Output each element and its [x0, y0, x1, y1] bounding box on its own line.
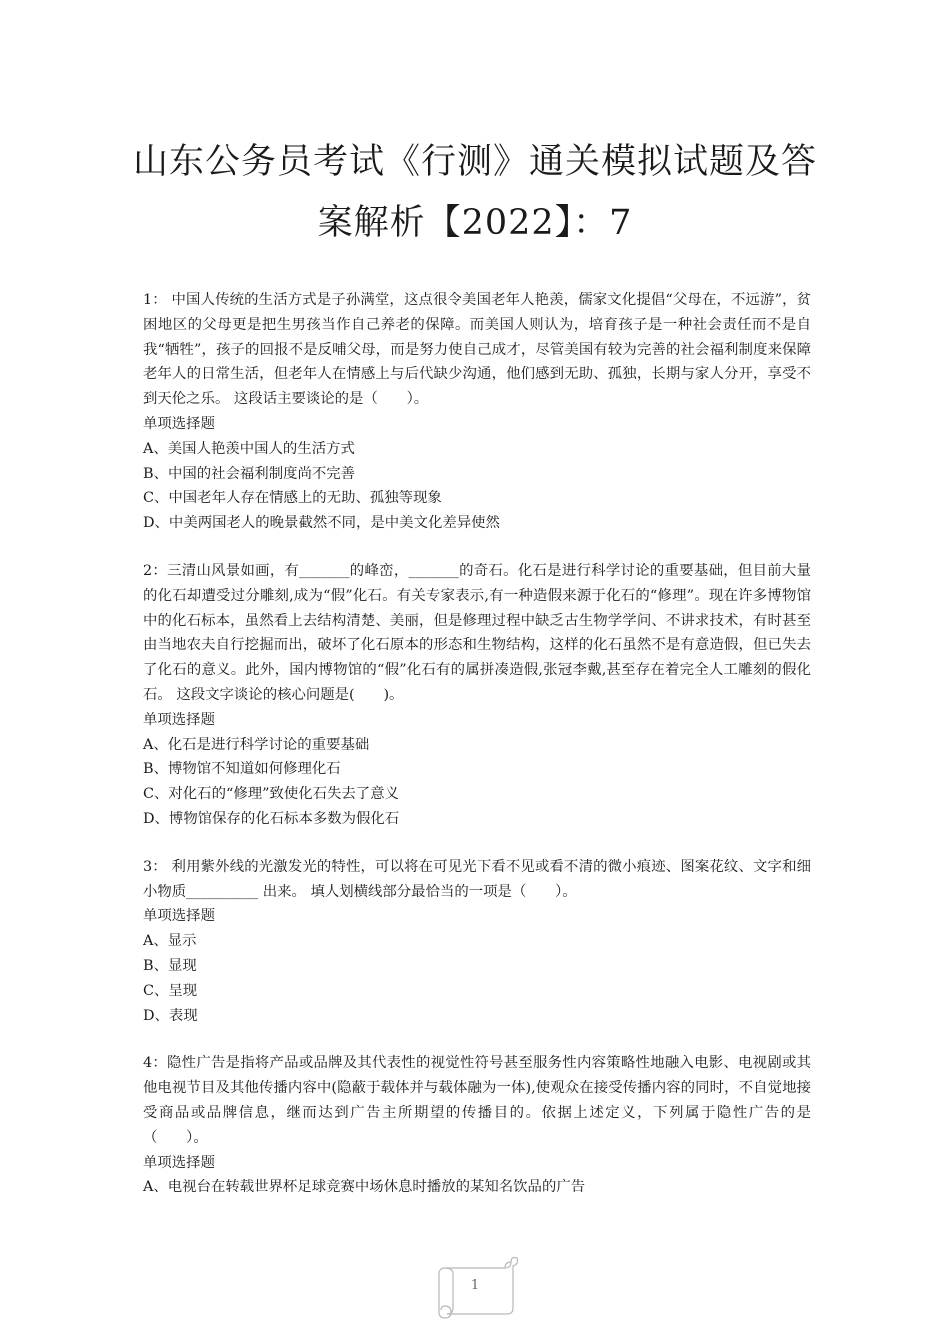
option-a: A、电视台在转载世界杯足球竞赛中场休息时播放的某知名饮品的广告	[143, 1179, 586, 1196]
question-stem: 1： 中国人传统的生活方式是子孙满堂，这点很令美国老年人艳羡，儒家文化提倡“父母在，不远游”，贫困地区的父母更是把生男孩当作自己养老的保障。而美国人则认为，培育孩子是一种社会责任而不是自我“牺牲”，孩子的回报不是反哺父母，而是努力使自己成才，尽管美国有较为完善的社会福利制度来保障老年人的日常生活，但老年人在情感上与后代缺少沟通，他们感到无助、孤独，长期与家人分开，享受不到天伦之乐。 这段话主要谈论的是（ ）。	[143, 292, 811, 408]
question-type: 单项选择题	[143, 908, 215, 925]
question-stem: 3： 利用紫外线的光激发光的特性，可以将在可见光下看不见或看不清的微小痕迹、图案花纹、文字和细小物质__________ 出来。 填人划横线部分最恰当的一项是（ ）。	[143, 858, 811, 900]
option-c: C、对化石的“修理”致使化石失去了意义	[143, 786, 399, 803]
option-a: A、显示	[143, 933, 197, 950]
title-line-2: 案解析【2022】：7	[317, 203, 633, 243]
option-b: B、中国的社会福利制度尚不完善	[143, 465, 356, 482]
option-c: C、呈现	[143, 982, 198, 999]
question-type: 单项选择题	[143, 1154, 215, 1171]
question-stem: 4：隐性广告是指将产品或品牌及其代表性的视觉性符号甚至服务性内容策略性地融入电影、电视剧或其他电视节目及其他传播内容中(隐蔽于载体并与载体融为一体),使观众在接受传播内容的同时，不自觉地接受商品或品牌信息，继而达到广告主所期望的传播目的。依据上述定义，下列属于隐性广告的是（ ）。	[143, 1055, 811, 1146]
question-3	[143, 855, 811, 1029]
option-c: C、中国老年人存在情感上的无助、孤独等现象	[143, 490, 442, 507]
question-type: 单项选择题	[143, 711, 215, 728]
option-d: D、表现	[143, 1007, 198, 1024]
question-1	[143, 288, 811, 536]
question-list	[143, 288, 811, 1223]
question-2	[143, 559, 811, 832]
question-4	[143, 1051, 811, 1200]
option-d: D、中美两国老人的晚景截然不同，是中美文化差异使然	[143, 515, 500, 532]
page-number: 1	[470, 1278, 480, 1293]
question-type: 单项选择题	[143, 415, 215, 432]
page-title	[130, 132, 820, 254]
option-a: A、化石是进行科学讨论的重要基础	[143, 736, 370, 753]
option-b: B、显现	[143, 957, 197, 974]
option-b: B、博物馆不知道如何修理化石	[143, 761, 341, 778]
option-d: D、博物馆保存的化石标本多数为假化石	[143, 810, 400, 827]
page-number-scroll	[431, 1254, 519, 1320]
question-stem: 2：三清山风景如画，有_______的峰峦，_______的奇石。化石是进行科学讨论的重要基础，但目前大量的化石却遭受过分雕刻,成为“假”化石。有关专家表示,有一种造假来源于化石的“修理”。现在许多博物馆中的化石标本，虽然看上去结构清楚、美丽，但是修理过程中缺乏古生物学学问、不讲求技术，有时甚至由当地农夫自行挖掘而出，破坏了化石原本的形态和生物结构，这样的化石虽然不是有意造假，但已失去了化石的意义。此外，国内博物馆的“假”化石有的属拼凑造假,张冠李戴,甚至存在着完全人工雕刻的假化石。 这段文字谈论的核心问题是( )。	[143, 562, 811, 703]
title-line-1: 山东公务员考试《行测》通关模拟试题及答	[132, 142, 817, 182]
option-a: A、美国人艳羡中国人的生活方式	[143, 440, 355, 457]
